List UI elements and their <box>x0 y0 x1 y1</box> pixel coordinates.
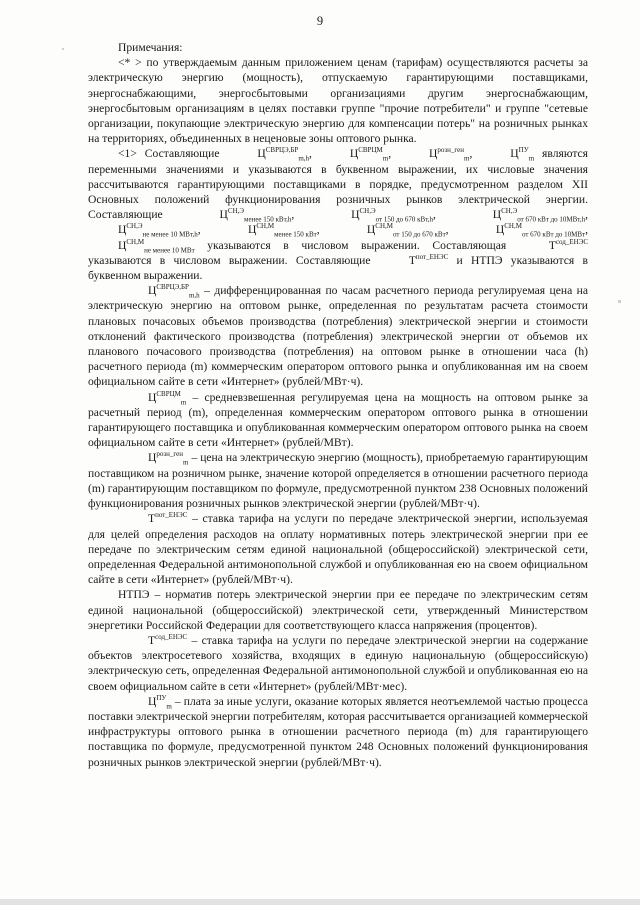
symbol-c-snm-less150: $Ц^{СН,М}_{менее 150 кВт}$ <box>247 222 317 239</box>
symbol-c-sne-670-10: $Ц^{СН,Э}_{от 670 кВт до 10МВт,h}$ <box>492 207 586 224</box>
symbol-c-pu: $Ц^{ПУ}_m$ <box>148 693 172 711</box>
notes-heading: Примечания: <box>118 41 183 54</box>
symbol-c-snm-150-670: $Ц^{СН,М}_{от 150 до 670 кВт}$ <box>366 222 446 239</box>
symbol-t-pot-enes: $Т^{пот\_ЕНЭС}$ <box>408 252 449 267</box>
symbol-c-svrcebr: $Ц^{СВРЦЭ,БР}_{m,h}$ <box>257 146 310 163</box>
symbol-t-sod-enes: $Т^{сод\_ЕНЭС}$ <box>548 237 588 252</box>
definition-svrcebr: $Ц^{СВРЦЭ,БР}_{m,h}$ – дифференцированная по часам расчетного периода регулируемая цена на электрическую энергию на оптовом рынке, определенная по результатам расчета стоимости плановых почасовых объемов производства (потребления) электрической энергии и стоимости отклонений фактического производства (потребления) электрической энергии от объемов их планового почасового производства (потребления) на оптовом рынке в отношении часа (h) расчетного периода (m) коммерческим оператором оптового рынка и опубликованная им на своем официальном сайте в сети «Интернет» (рублей/МВт·ч). <box>88 283 588 389</box>
page-number: 9 <box>316 14 324 28</box>
definition-sod-enes: $Т^{сод\_ЕНЭС}$ – ставка тарифа на услуги по передаче электрической энергии на содержание объектов электросетевого хозяйства, входящих в единую национальную (общероссийскую) электрическую сеть, определенная Федеральной антимонопольной службой и опубликованная ею на своем официальном сайте в сети «Интернет» (рублей/МВт·мес). <box>88 633 588 693</box>
scan-mark-left <box>62 48 64 50</box>
symbol-t-pot-enes: $Т^{пот\_ЕНЭС}$ <box>148 511 188 526</box>
definition-pu: $Ц^{ПУ}_m$ – плата за иные услуги, оказание которых является неотъемлемой частью процесса поставки электрической энергии потребителям, которая рассчитывается организацией коммерческой инфраструктуры оптового рынка в отношении расчетного периода (m) для гарантирующего поставщика по формуле, предусмотренной пунктом 248 Основных положений функционирования розничных рынков электрической энергии (рублей/МВт·ч). <box>88 693 588 769</box>
symbol-c-svrcm: $Ц^{СВРЦМ}_m$ <box>148 389 187 406</box>
symbol-c-snm-670-10: $Ц^{СН,М}_{от 670 кВт до 10МВт}$ <box>495 222 586 239</box>
definition-svrcm: $Ц^{СВРЦМ}_m$ – средневзвешенная регулируемая цена на мощность на оптовом рынке за расчетный период (m), определенная коммерческим оператором оптового рынка в отношении гарантирующего поставщика и опубликованная коммерческим оператором оптового рынка на своем официальном сайте в сети «Интернет» (рублей/МВт). <box>88 389 588 450</box>
symbol-c-sne-not-less10: $Ц^{СН,Э}_{не менее 10 МВт,h}$ <box>118 222 198 239</box>
symbol-c-sne-less150: $Ц^{СН,Э}_{менее 150 кВт,h}$ <box>219 207 292 224</box>
definition-ntpe: НТПЭ – норматив потерь электрической энергии при ее передаче по электрическим сетям единой национальной (общероссийской) электрической сети, утвержденный Министерством энергетики Российской Федерации для соответствующего класса напряжения (процентов). <box>88 588 588 632</box>
symbol-c-sne-150-670: $Ц^{СН,Э}_{от 150 до 670 кВт,h}$ <box>351 207 434 224</box>
symbol-c-svrcebr: $Ц^{СВРЦЭ,БР}_{m,h}$ <box>148 283 200 300</box>
symbol-c-pu: $Ц^{ПУ}_m$ <box>510 146 535 163</box>
scan-mark-right <box>618 300 621 303</box>
note-paragraph-2: <1> Составляющие $Ц^{СВРЦЭ,БР}_{m,h}$, $Ц^{СВРЦМ}_m$, $Ц^{розн\_ген}_m$, $Ц^{ПУ}_m$ являются переменными значениями и указываются в буквенном выражении, их числовые значения рассчитываются гарантирующими поставщиками в порядке, предусмотренном разделом XII Основных положений функционирования розничных рынков электрической энергии. Составляющие $Ц^{СН,Э}_{менее 150 кВт,h}$, $Ц^{СН,Э}_{от 150 до 670 кВт,h}$, $Ц^{СН,Э}_{от 670 кВт до 10МВт,h}$, $Ц^{СН,Э}_{не менее 10 МВт,h}$, $Ц^{СН,М}_{менее 150 кВт}$, $Ц^{СН,М}_{от 150 до 670 кВт}$, $Ц^{СН,М}_{от 670 кВт до 10МВт}$, $Ц^{СН,М}_{не менее 10 МВт}$ указываются в числовом выражении. Составляющая $Т^{сод\_ЕНЭС}$ указываются в числовом выражении. Составляющие $Т^{пот\_ЕНЭС}$ и НТПЭ указываются в буквенном выражении. <box>88 146 589 283</box>
definition-pot-enes: $Т^{пот\_ЕНЭС}$ – ставка тарифа на услуги по передаче электрической энергии, используемая для целей определения расходов на оплату нормативных потерь электрической энергии при ее передаче по электрическим сетям единой национальной (общероссийской) электрической сети, определенная Федеральной антимонопольной службой и опубликованная ею на своем официальном сайте в сети «Интернет» (рублей/МВт·ч). <box>88 511 588 587</box>
scan-bottom-edge <box>0 899 640 905</box>
symbol-c-svrcm: $Ц^{СВРЦМ}_m$ <box>349 146 389 163</box>
symbol-c-snm-not-less10: $Ц^{СН,М}_{не менее 10 МВт}$ <box>118 237 195 254</box>
symbol-t-sod-enes: $Т^{сод\_ЕНЭС}$ <box>148 633 188 647</box>
symbol-c-rozn-gen: $Ц^{розн\_ген}_m$ <box>429 146 470 163</box>
symbol-c-rozn-gen: $Ц^{розн\_ген}_m$ <box>148 450 189 467</box>
note-paragraph-1: <* > по утверждаемым данным приложением ценам (тарифам) осуществляются расчеты за электрическую энергию (мощность), отпускаемую гарантирующими поставщиками, энергоснабжающими, энергосбытовыми организациями другим энергоснабжающим, энергосбытовым организациям в целях поставки группе "прочие потребители" и группе "сетевые организации, покупающие электрическую энергию для компенсации потерь" на розничных рынках на территориях, объединенных в неценовые зоны оптового рынка. <box>88 56 588 146</box>
definition-rozn-gen: $Ц^{розн\_ген}_m$ – цена на электрическую энергию (мощность), приобретаемую гарантирующим поставщиком на розничном рынке, значение которой определяется в отношении расчетного периода (m) гарантирующим поставщиком по формуле, предусмотренной пунктом 238 Основных положений функционирования розничных рынков электрической энергии (рублей/МВт·ч). <box>88 450 588 511</box>
notes-body <box>88 40 588 770</box>
